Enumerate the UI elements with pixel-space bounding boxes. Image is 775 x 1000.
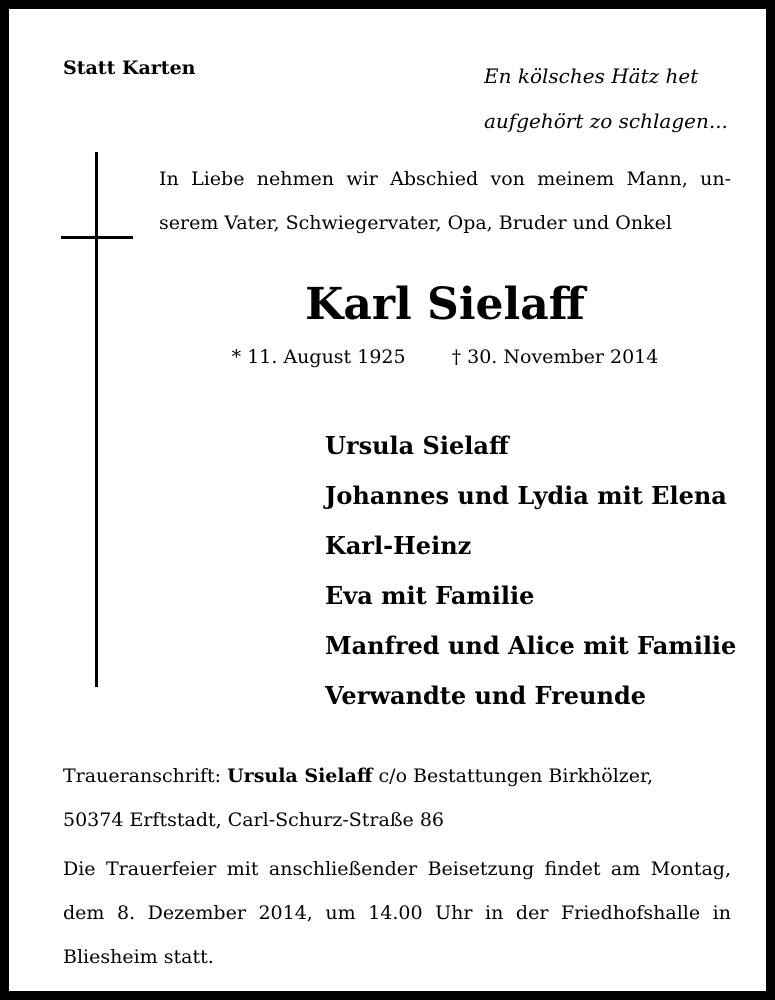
address-line-1: [63, 754, 733, 798]
life-dates: [159, 346, 731, 368]
address-label: Traueranschrift:: [63, 765, 228, 787]
address-rest: c/o Bestattungen Birkhölzer,: [372, 765, 654, 787]
quote-line-1: En kölsches Hätz het: [484, 64, 699, 88]
mourner-item: Verwandte und Freunde: [325, 681, 646, 710]
mourners-list: [325, 421, 745, 721]
quote-line-2: aufgehört zo schlagen...: [484, 109, 728, 133]
mourner-item: Eva mit Familie: [325, 581, 535, 610]
statt-karten-label: Statt Karten: [63, 57, 196, 79]
mourner-item: Johannes und Lydia mit Elena: [325, 481, 727, 510]
intro-line-2: serem Vater, Schwiegervater, Opa, Bruder und Onkel: [159, 212, 672, 234]
quote-text: [484, 54, 744, 144]
mourner-item: Manfred und Alice mit Familie: [325, 631, 737, 660]
address-name: Ursula Sielaff: [227, 765, 373, 787]
deceased-name: Karl Sielaff: [305, 279, 585, 330]
cross-icon-horizontal: [61, 236, 133, 239]
intro-line-1: In Liebe nehmen wir Abschied von meinem Mann, un-: [159, 168, 731, 190]
birth-date: * 11. August 1925: [231, 346, 406, 368]
address-line-2: 50374 Erftstadt, Carl-Schurz-Straße 86: [63, 809, 444, 831]
intro-text: [159, 157, 731, 245]
ceremony-text: Die Trauerfeier mit anschließender Beisetzung findet am Montag, dem 8. Dezember 2014, um 14.00 Uhr in der Friedhofshalle in Bliesheim statt.: [63, 858, 731, 968]
cross-icon-vertical: [95, 152, 98, 687]
death-date: † 30. November 2014: [451, 346, 659, 368]
mourner-item: Ursula Sielaff: [325, 431, 509, 460]
mourner-item: Karl-Heinz: [325, 531, 472, 560]
mourning-address: [63, 754, 733, 842]
